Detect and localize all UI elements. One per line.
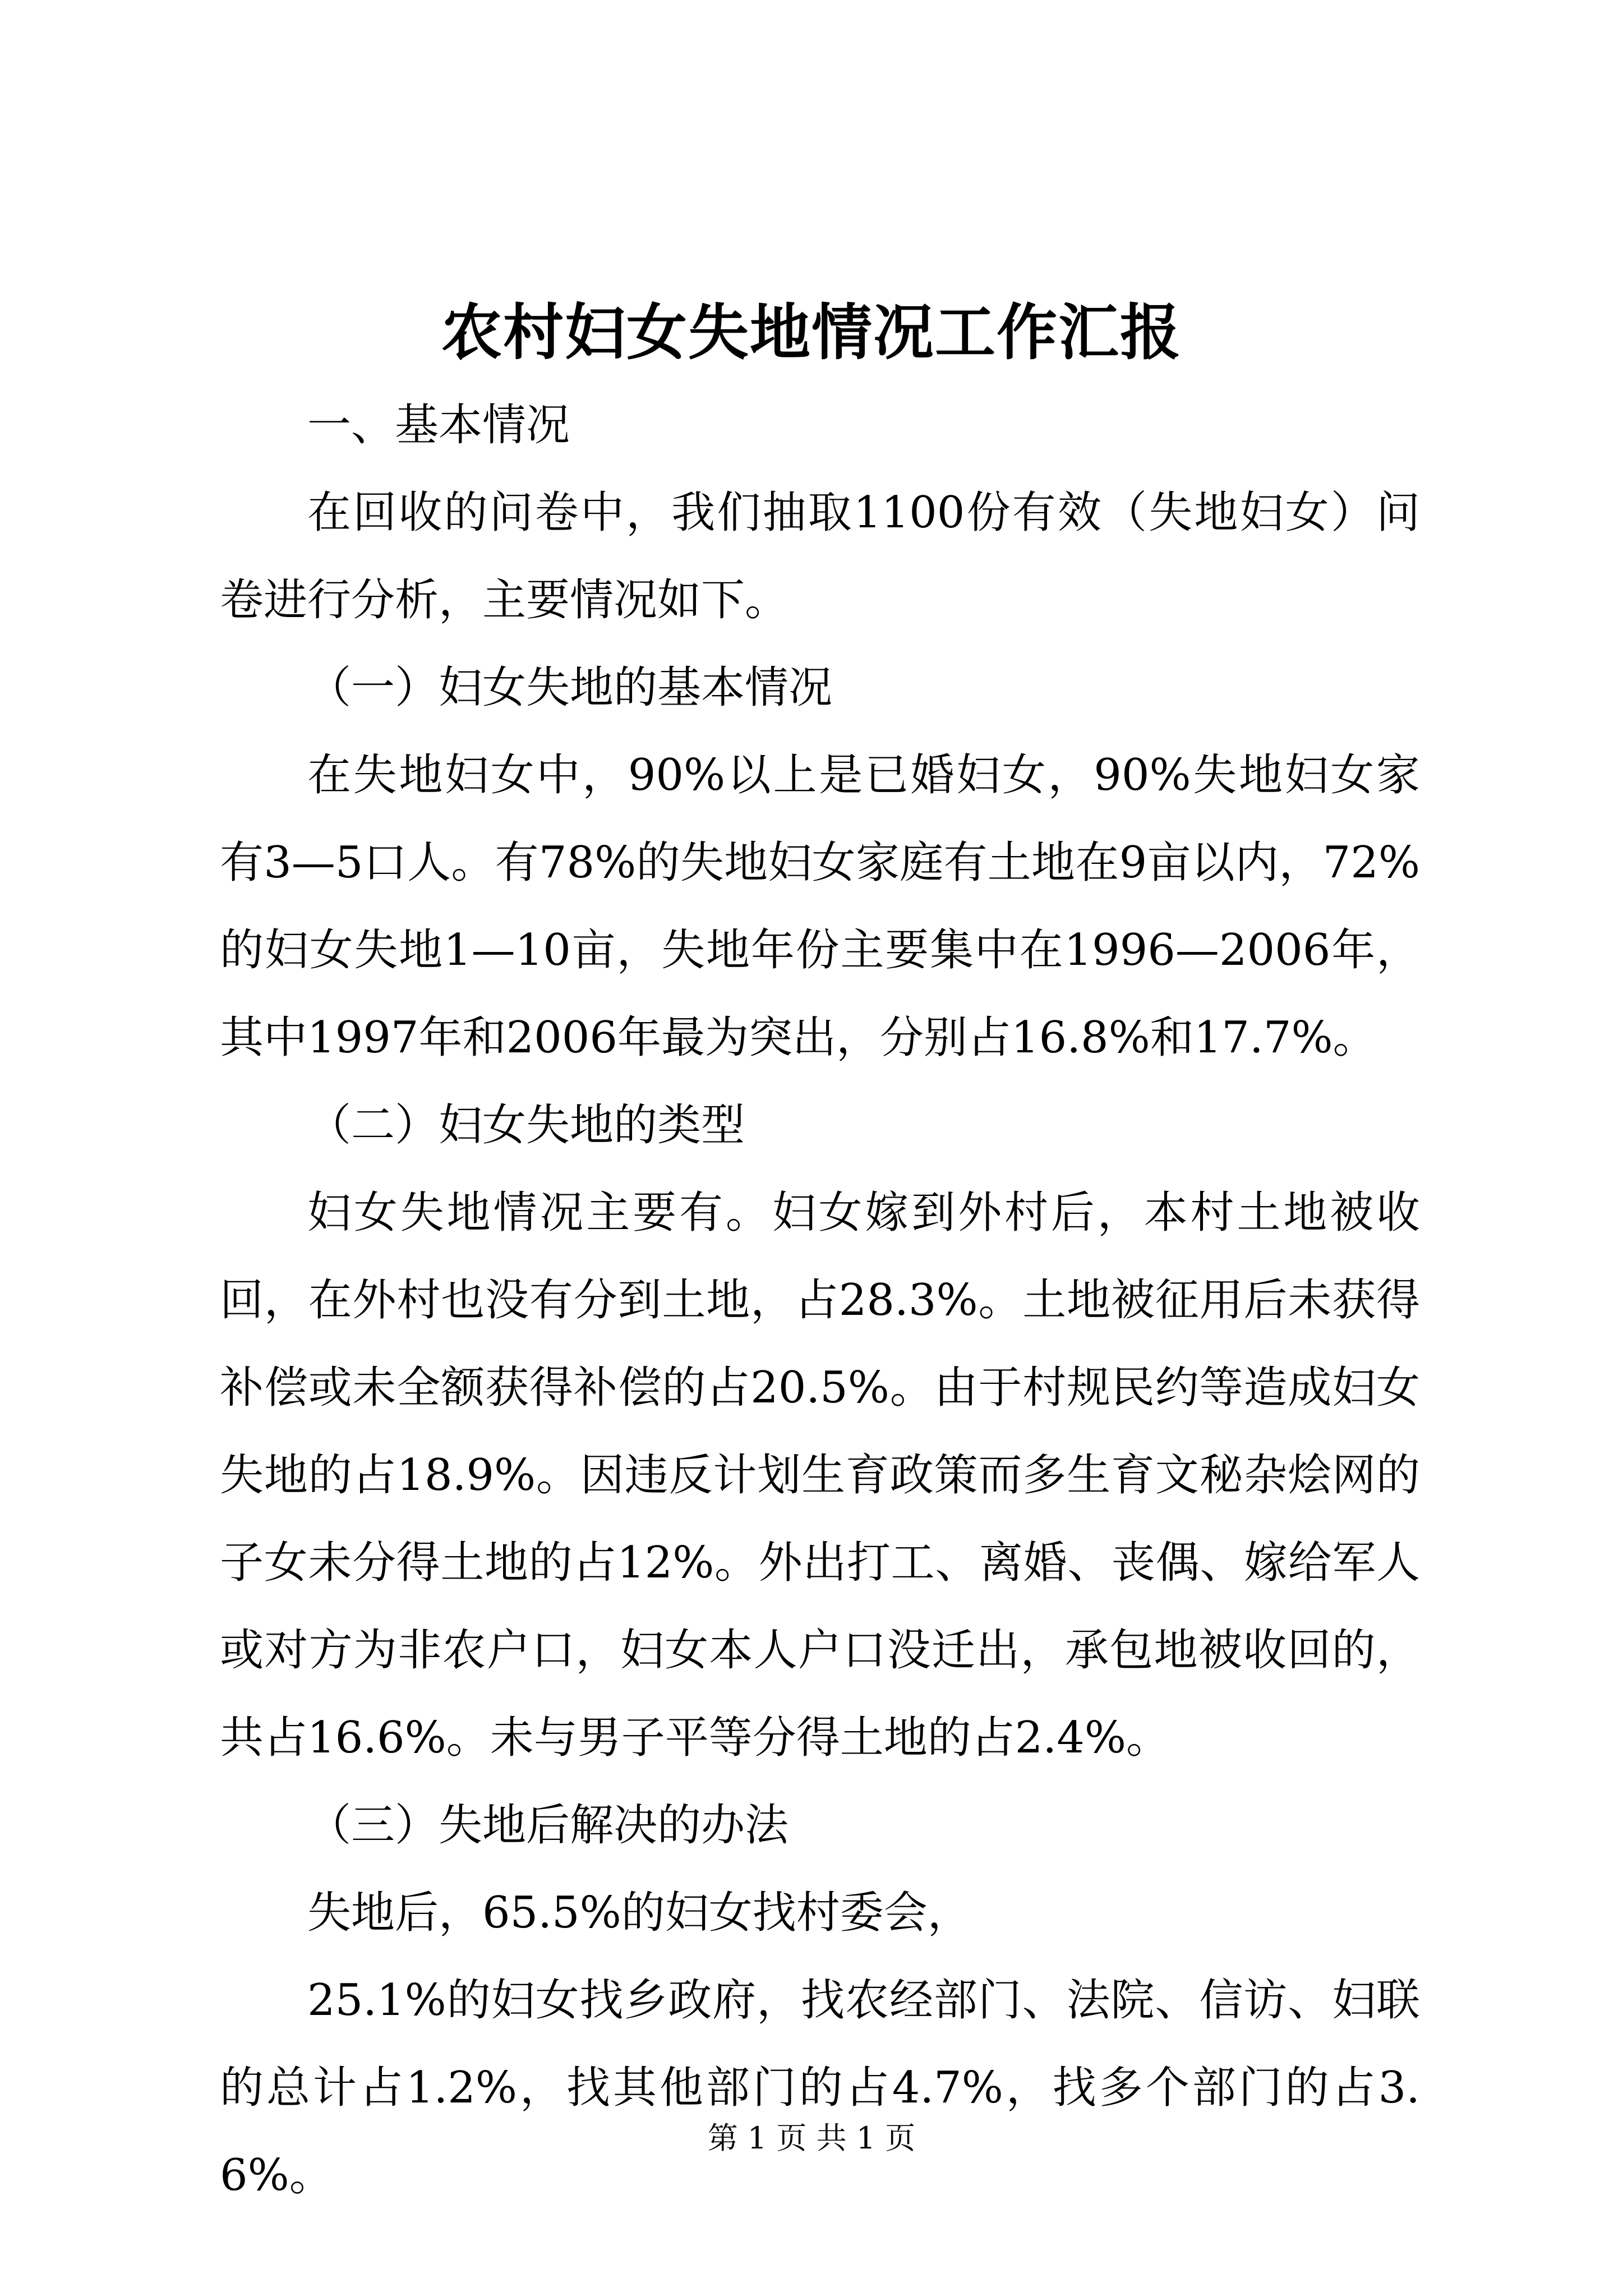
subsection-heading-2: （二）妇女失地的类型 [307,1100,745,1151]
subsection-heading-1: （一）妇女失地的基本情况 [307,662,833,713]
paragraph-loss-types: 妇女失地情况主要有。妇女嫁到外村后，本村土地被收回，在外村也没有分到土地，占28.3%。土地被征用后未获得补偿或未全额获得补偿的占20.5%。由于村规民约等造成妇女失地的占18.9%。因违反计划生育政策而多生育文秘杂烩网的子女未分得土地的占12%。外出打工、离婚、丧偶、嫁给军人或对方为非农户口，妇女本人户口没迁出，承包地被收回的，共占16.6%。未与男子平等分得土地的占2.4%。 [220,1188,1420,1763]
document-title: 农村妇女失地情况工作汇报 [441,297,1182,368]
paragraph-basic-stats: 在失地妇女中，90%以上是已婚妇女，90%失地妇女家有3—5口人。有78%的失地妇女家庭有土地在9亩以内，72%的妇女失地1—10亩，失地年份主要集中在1996—2006年，其中1997年和2006年最为突出，分别占16.8%和17.7%。 [220,750,1420,1063]
section-heading-basic: 一、基本情况 [307,400,570,450]
paragraph-solutions-1: 失地后，65.5%的妇女找村委会， [307,1888,971,1938]
subsection-heading-3: （三）失地后解决的办法 [307,1800,789,1851]
paragraph-solutions-2: 25.1%的妇女找乡政府，找农经部门、法院、信访、妇联的总计占1.2%，找其他部门的占4.7%，找多个部门的占3.6%。 [220,1975,1420,2201]
paragraph-survey-intro: 在回收的问卷中，我们抽取1100份有效（失地妇女）问卷进行分析，主要情况如下。 [220,487,1420,625]
page-number-footer: 第 1 页 共 1 页 [707,2120,916,2156]
document-body [220,381,1420,2219]
